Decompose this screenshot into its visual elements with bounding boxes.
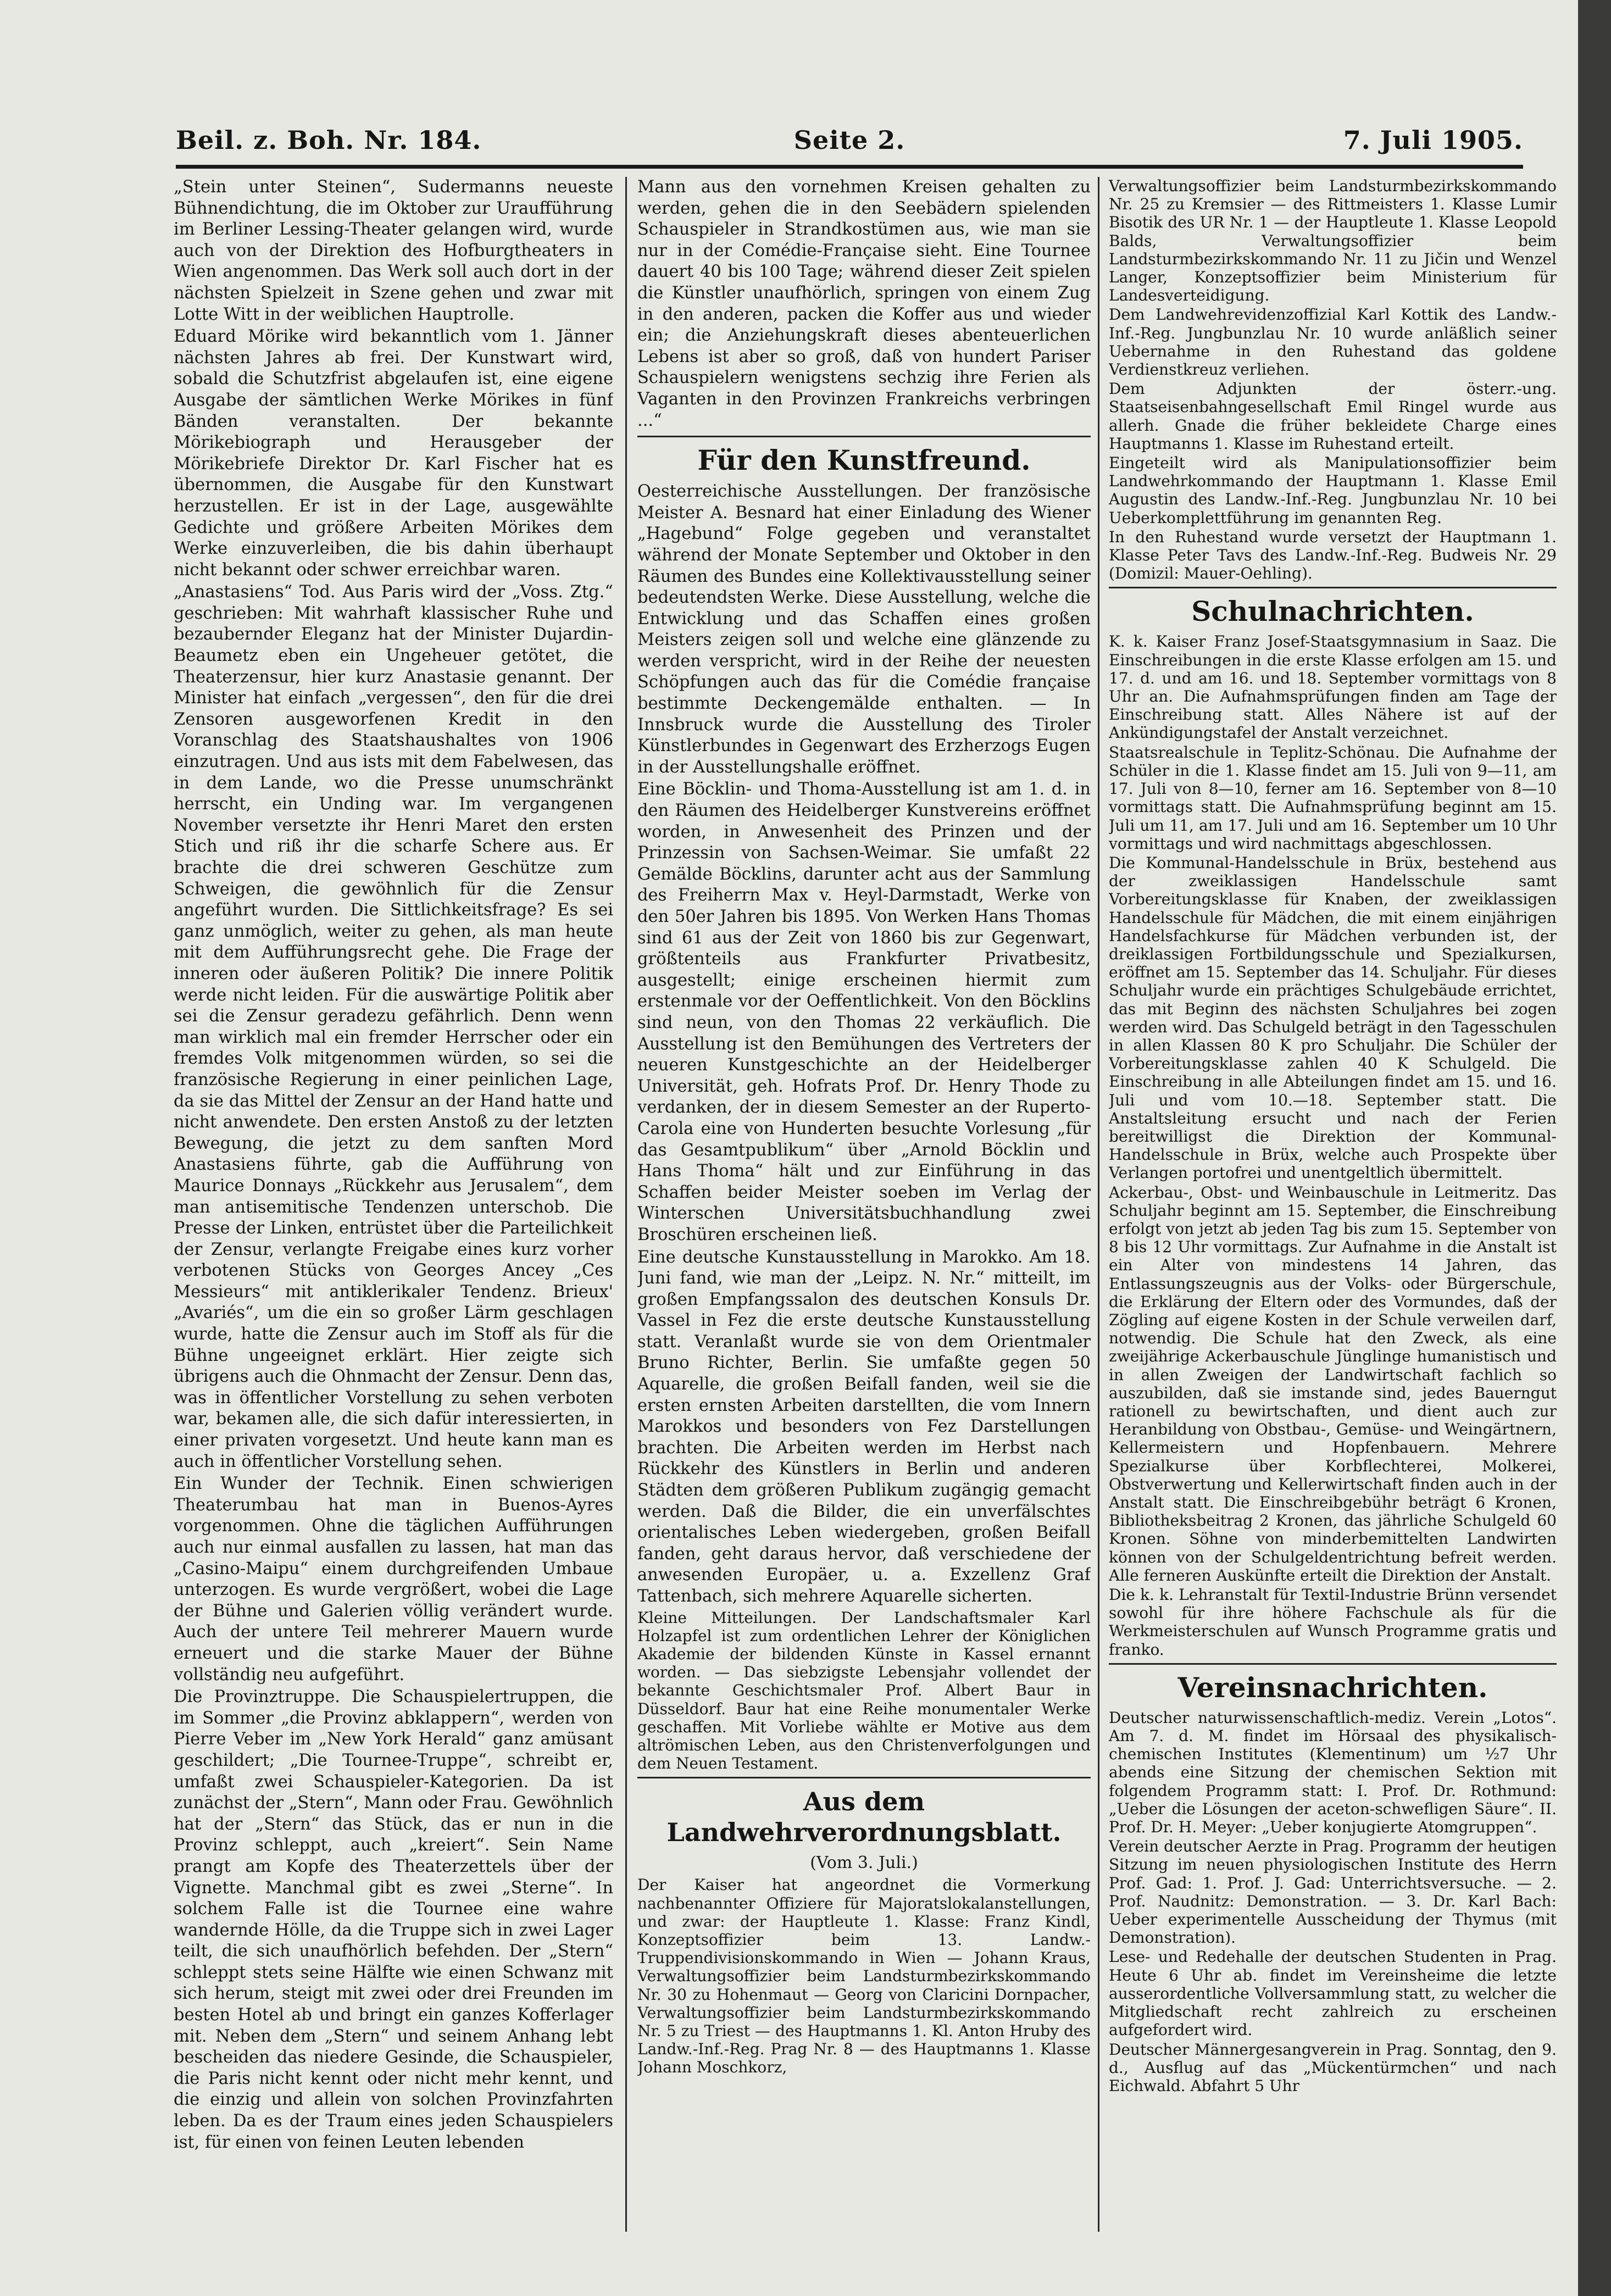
article-aerzte-prag: Verein deutscher Aerzte in Prag. Programm der heutigen Sitzung im neuen physiologischen Institute des Herrn Prof. Gad: 1. Prof. J. Gad: Unterrichtsversuche. — 2. Prof. Naudnitz: Demonstration. — 3. Dr. Karl Bach: Ueber experimentelle Ausscheidung der Thymus (mit Demonstration).	[1109, 1837, 1557, 1947]
article-textil-bruenn: Die k. k. Lehranstalt für Textil-Industrie Brünn versendet sowohl für ihre höhere Fachschule als für die Werkmeisterschulen auf Wunsch Programme gratis und franko.	[1109, 1586, 1557, 1659]
article-maennergesangverein: Deutscher Männergesangverein in Prag. Sonntag, den 9. d., Ausflug auf das „Mückentürmchen“ und nach Eichwald. Abfahrt 5 Uhr	[1109, 2040, 1557, 2095]
article-ackerbauschule-leitmeritz: Ackerbau-, Obst- und Weinbauschule in Leitmeritz. Das Schuljahr beginnt am 15. September, die Einschreibung erfolgt von jetzt ab jeden Tag bis zum 15. September von 8 bis 12 Uhr vormittags. Zur Aufnahme in die Anstalt ist ein Alter von mindestens 14 Jahren, das Entlassungszeugnis aus der Volks- oder Bürgerschule, die Erklärung der Eltern oder des Vormundes, daß der Zögling auf eigene Kosten in der Schule verweilen darf, notwendig. Die Schule hat den Zweck, als eine zweijährige Ackerbauschule Jünglinge humanistisch und in allen Zweigen der Landwirtschaft fachlich so auszubilden, daß sie imstande sind, jedes Bauerngut rationell zu bewirtschaften, und dient auch zur Heranbildung von Obstbau-, Gemüse- und Weingärtnern, Kellermeistern und Hopfenbauern. Mehrere Spezialkurse über Korbflechterei, Molkerei, Obstverwertung und Kellerwirtschaft finden auch in der Anstalt statt. Die Einschreibgebühr beträgt 6 Kronen, Bibliotheksbeitrag 2 Kronen, das jährliche Schulgeld 60 Kronen. Söhne von minderbemittelten Landwirten können von der Schulgeldentrichtung befreit werden. Alle ferneren Auskünfte erteilt die Direktion der Anstalt.	[1109, 1183, 1557, 1585]
column-divider	[625, 177, 627, 2232]
article-oesterreichische-ausstellungen: Oesterreichische Ausstellungen. Der französische Meister A. Besnard hat einer Einladung des Wiener „Hagebund“ Folge gegeben und veranstaltet während der Monate September und Oktober in den Räumen des Bundes eine Kollektivausstellung seiner bedeutendsten Werke. Diese Ausstellung, welche die Entwicklung und das Schaffen eines großen Meisters zeigen soll und welche eine glänzende zu werden verspricht, wird in der Reihe der neuesten Schöpfungen auch das für die Comédie française bestimmte Deckengemälde enthalten. — In Innsbruck wurde die Ausstellung des Tiroler Künstlerbundes in Gegenwart des Erzherzogs Eugen in der Ausstellungshalle eröffnet.	[637, 482, 1091, 777]
section-heading-kunstfreund: Für den Kunstfreund.	[697, 444, 1031, 477]
header-rule	[176, 165, 1523, 169]
article-lotos: Deutscher naturwissenschaftlich-mediz. Verein „Lotos“. Am 7. d. M. findet im Hörsaal des physikalisch-chemischen Institutes (Klementinum) um ½7 Uhr abends eine Sitzung der chemischen Sektion mit folgendem Programm statt: I. Prof. Dr. Rothmund: „Ueber die Lösungen der aceton-schwefligen Säure“. II. Prof. Dr. H. Meyer: „Ueber konjugierte Atomgruppen“.	[1109, 1708, 1557, 1837]
section-rule	[637, 436, 1091, 437]
article-augustin: Eingeteilt wird als Manipulationsoffizier beim Landwehrkommando der Hauptmann 1. Klasse Emil Augustin des Landw.-Inf.-Reg. Jungbunzlau Nr. 10 bei Ueberkomplettführung im genannten Reg.	[1109, 454, 1557, 527]
article-boecklin-thoma: Eine Böcklin- und Thoma-Ausstellung ist am 1. d. in den Räumen des Heidelberger Kunstvereins eröffnet worden, in Anwesenheit des Prinzen und der Prinzessin von Sachsen-Weimar. Sie umfaßt 22 Gemälde Böcklins, darunter acht aus der Sammlung des Freiherrn Max v. Heyl-Darmstadt, Werke von den 50er Jahren bis 1895. Von Werken Hans Thomas sind 61 aus der Zeit von 1860 bis zur Gegenwart, größtenteils aus Frankfurter Privatbesitz, ausgestellt; einige erscheinen hiermit zum erstenmale vor der Oeffentlichkeit. Von den Böcklins sind neun, von den Thomas 22 verkäuflich. Die Ausstellung ist den Bemühungen des Vertreters der neueren Kunstgeschichte an der Heidelberger Universität, geh. Hofrats Prof. Dr. Henry Thode zu verdanken, der in diesem Semester an der Ruperto-Carola eine von Hunderten besuchte Vorlesung „für das Gesamtpublikum“ über „Arnold Böcklin und Hans Thoma“ hält und zur Einführung in das Schaffen beider Meister soeben im Verlag der Winterschen Universitätsbuchhandlung zwei Broschüren erscheinen ließ.	[637, 780, 1091, 1244]
section-heading-vereinsnachrichten: Vereinsnachrichten.	[1177, 1671, 1488, 1704]
article-realschule-teplitz: Staatsrealschule in Teplitz-Schönau. Die Aufnahme der Schüler in die 1. Klasse findet am 15. Juli von 9—11, am 17. Juli von 8—10, ferner am 16. September von 8—10 vormittags statt. Die Aufnahmsprüfung beginnt am 15. Juli um 11, am 17. Juli und am 16. September um 10 Uhr vormittags und wird nachmittags abgeschlossen.	[1109, 743, 1557, 853]
article-landwehr-cont: Verwaltungsoffizier beim Landsturmbezirkskommando Nr. 25 zu Kremsier — des Rittmeisters 1. Klasse Lumir Bisotik des UR Nr. 1 — der Hauptleute 1. Klasse Leopold Balds, Verwaltungsoffizier beim Landsturmbezirkskommando Nr. 11 zu Jičin und Wenzel Langer, Konzeptsoffizier beim Ministerium für Landesverteidigung.	[1109, 177, 1557, 305]
section-date: (Vom 3. Juli.)	[810, 1853, 918, 1873]
article-kottik: Dem Landwehrevidenzoffizial Karl Kottik des Landw.-Inf.-Reg. Jungbunzlau Nr. 10 wurde anläßlich seiner Uebernahme in den Ruhestand das goldene Verdienstkreuz verliehen.	[1109, 305, 1557, 379]
column-divider	[1098, 177, 1099, 2232]
article-ringel: Dem Adjunkten der österr.-ung. Staatseisenbahngesellschaft Emil Ringel wurde aus allerh. Gnade die früher bekleidete Charge eines Hauptmanns 1. Klasse im Ruhestand erteilt.	[1109, 380, 1557, 453]
article-eduard-moerike: Eduard Mörike wird bekanntlich vom 1. Jänner nächsten Jahres ab frei. Der Kunstwart wird, sobald die Schutzfrist abgelaufen ist, eine eigene Ausgabe der sämtlichen Werke Mörikes in fünf Bänden veranstalten. Der bekannte Mörikebiograph und Herausgeber der Mörikebriefe Direktor Dr. Karl Fischer hat es übernommen, die Ausgabe für den Kunstwart herzustellen. Er ist in der Lage, ausgewählte Gedichte und größere Arbeiten Mörikes dem Werke einzuverleiben, die bis dahin überhaupt nicht bekannt oder schwer erreichbar waren.	[174, 327, 613, 580]
article-provinztruppe-cont: Mann aus den vornehmen Kreisen gehalten zu werden, gehen die in den Seebädern spielenden Schauspieler in Strandkostümen aus, wie man sie nur in der Comédie-Française sieht. Eine Tournee dauert 40 bis 100 Tage; während dieser Zeit spielen die Künstler unaufhörlich, springen von einem Zug in den anderen, packen die Koffer aus und wieder ein; die Anziehungskraft dieses abenteuerlichen Lebens ist aber so groß, daß von hundert Pariser Schauspielern wenigstens sechzig ihre Ferien als Vaganten in den Provinzen Frankreichs verbringen ...“	[637, 177, 1091, 430]
article-tavs: In den Ruhestand wurde versetzt der Hauptmann 1. Klasse Peter Tavs des Landw.-Inf.-Reg. Budweis Nr. 29 (Domizil: Mauer-Oehling).	[1109, 527, 1557, 583]
article-landwehr-vormerkung: Der Kaiser hat angeordnet die Vormerkung nachbenannter Offiziere für Majoratslokalanstellungen, und zwar: der Hauptleute 1. Klasse: Franz Kindl, Konzeptsoffizier beim 13. Landw.-Truppendivisionskommando in Wien — Johann Kraus, Verwaltungsoffizier beim Landsturmbezirkskommando Nr. 30 zu Hohenmaut — Georg von Claricini Dornpacher, Verwaltungsoffizier beim Landsturmbezirkskommando Nr. 5 zu Triest — des Hauptmanns 1. Kl. Anton Hruby des Landw.-Inf.-Reg. Prag Nr. 8 — des Hauptmanns 1. Klasse Johann Moschkorz,	[637, 1876, 1091, 2077]
section-rule	[637, 1777, 1091, 1778]
column-right	[1109, 177, 1557, 2259]
column-left	[174, 177, 613, 2259]
article-gymnasium-saaz: K. k. Kaiser Franz Josef-Staatsgymnasium in Saaz. Die Einschreibungen in die erste Klasse erfolgen am 15. und 17. d. und am 16. und 18. September vormittags von 8 Uhr an. Die Aufnahmsprüfungen finden am Tage der Einschreibung statt. Alles Nähere ist auf der Ankündigungstafel der Anstalt verzeichnet.	[1109, 632, 1557, 742]
issue-date: 7. Juli 1905.	[1343, 125, 1523, 155]
article-stein-unter-steinen: „Stein unter Steinen“, Sudermanns neueste Bühnendichtung, die im Oktober zur Uraufführung im Berliner Lessing-Theater gelangen wird, wurde auch von der Direktion des Hofburgtheaters in Wien angenommen. Das Werk soll auch dort in der nächsten Spielzeit in Szene gehen und zwar mit Lotte Witt in der weiblichen Hauptrolle.	[174, 177, 613, 324]
article-wunder-der-technik: Ein Wunder der Technik. Einen schwierigen Theaterumbau hat man in Buenos-Ayres vorgenommen. Ohne die täglichen Aufführungen auch nur einmal ausfallen zu lassen, hat man das „Casino-Maipu“ einem durchgreifenden Umbaue unterzogen. Es wurde vergrößert, wobei die Lage der Bühne und Galerien völlig verändert wurde. Auch der untere Teil mehrerer Mauern wurde erneuert und die starke Mauer der Bühne vollständig neu aufgeführt.	[174, 1474, 613, 1685]
issue-label: Beil. z. Boh. Nr. 184.	[176, 125, 482, 155]
section-rule	[1109, 587, 1557, 588]
article-handelsschule-bruex: Die Kommunal-Handelsschule in Brüx, bestehend aus der zweiklassigen Handelsschule samt Vorbereitungsklasse für Knaben, der zweiklassigen Handelsschule für Mädchen, die mit einem einjährigen Handelsfachkurse für Mädchen verbunden ist, der dreiklassigen Fortbildungsschule und Spezialkursen, eröffnet am 15. September das 14. Schuljahr. Für dieses Schuljahr wurde ein prächtiges Schulgebäude errichtet, das mit Beginn des nächsten Schuljahres bei zogen werden wird. Das Schulgeld beträgt in den Tagesschulen in allen Klassen 80 K pro Schuljahr. Die Schüler der Vorbereitungsklasse zahlen 40 K Schulgeld. Die Einschreibung in alle Abteilungen findet am 15. und 16. Juli und vom 10.—18. September statt. Die Anstaltsleitung ersucht und nach der Ferien bereitwilligst die Direktion der Kommunal-Handelsschule in Brüx, welche auch Prospekte über Verlangen portofrei und unentgeltlich übermittelt.	[1109, 853, 1557, 1182]
article-kleine-mitteilungen: Kleine Mitteilungen. Der Landschaftsmaler Karl Holzapfel ist zum ordentlichen Lehrer der Königlichen Akademie der bildenden Künste in Kassel ernannt worden. — Das siebzigste Lebensjahr vollendet der bekannte Geschichtsmaler Prof. Albert Baur in Düsseldorf. Baur hat eine Reihe monumentaler Werke geschaffen. Mit Vorliebe wählte er Motive aus dem altrömischen Leben, aus den Christenverfolgungen und dem Neuen Testament.	[637, 1608, 1091, 1773]
article-provinztruppe: Die Provinztruppe. Die Schauspielertruppen, die im Sommer „die Provinz abklappern“, werden von Pierre Veber im „New York Herald“ ganz amüsant geschildert; „Die Tournee-Truppe“, schreibt er, umfaßt zwei Schauspieler-Kategorien. Da ist zunächst der „Stern“, Mann oder Frau. Gewöhnlich hat der „Stern“ das Stück, das er nun in die Provinz schleppt, auch „kreiert“. Sein Name prangt am Kopfe des Theaterzettels über der Vignette. Manchmal gibt es zwei „Sterne“. In solchem Falle ist die Tournee eine wahre wandernde Hölle, da die Truppe sich in zwei Lager teilt, die sich unaufhörlich befehden. Der „Stern“ schleppt stets seine Hälfte wie einen Schwanz mit sich herum, steigt mit zwei oder drei Freunden im besten Hotel ab und bringt ein ganzes Kofferlager mit. Neben dem „Stern“ und seinem Anhang lebt bescheiden das niedere Gesinde, die Schauspieler, die Paris nicht kennt oder nicht mehr kennt, und die einzig und allein von solchen Provinzfahrten leben. Da es der Traum eines jeden Schauspielers ist, für einen von feinen Leuten lebenden	[174, 1687, 613, 2152]
article-anastasiens-tod: „Anastasiens“ Tod. Aus Paris wird der „Voss. Ztg.“ geschrieben: Mit wahrhaft klassischer Ruhe und bezaubernder Eleganz hat der Minister Dujardin-Beaumetz eben ein Ungeheuer getötet, die Theaterzensur, hier kurz Anastasie genannt. Der Minister hat einfach „vergessen“, den für die drei Zensoren ausgeworfenen Kredit in den Voranschlag des Staatshaushaltes von 1906 einzutragen. Und aus ists mit dem Fabelwesen, das in dem Lande, wo die Presse unumschränkt herrscht, ein Unding war. Im vergangenen November versetzte ihr Henri Maret den ersten Stich und riß ihr die scharfe Schere aus. Er brachte die drei schweren Geschütze zum Schweigen, die gewöhnlich für die Zensur angeführt wurden. Die Sittlichkeitsfrage? Es sei ganz unmöglich, weiter zu gehen, als man heute mit dem Aufführungsrecht gehe. Die Frage der inneren oder äußeren Politik? Die innere Politik werde nicht leiden. Für die auswärtige Politik aber sei die Zensur geradezu gefährlich. Denn wenn man wirklich mal ein fremder Herrscher oder ein fremdes Volk mitgenommen würden, so sei die französische Regierung in einer peinlichen Lage, da sie das Mittel der Zensur an der Hand hatte und nicht anwendete. Den ersten Anstoß zu der letzten Bewegung, die jetzt zu dem sanften Mord Anastasiens führte, gab die Aufführung von Maurice Donnays „Rückkehr aus Jerusalem“, dem man antisemitische Tendenzen unterschob. Die Presse der Linken, entrüstet über die Parteilichkeit der Zensur, verlangte Freigabe eines kurz vorher verbotenen Stücks von Georges Ancey „Ces Messieurs“ mit antiklerikaler Tendenz. Brieux' „Avariés“, um die ein so großer Lärm geschlagen wurde, hatte die Zensur auch im Stoff als für die Bühne ungeeignet erklärt. Hier zeigte sich übrigens auch die Ohnmacht der Zensur. Denn das, was in öffentlicher Vorstellung zu sehen verboten war, bekamen alle, die sich dafür interessierten, in einer privaten vorgesetzt. Und heute kann man es auch in öffentlicher Vorstellung sehen.	[174, 582, 613, 1471]
scan-edge	[1578, 0, 1611, 2296]
page-header	[176, 125, 1523, 164]
article-lesehalle: Lese- und Redehalle der deutschen Studenten in Prag. Heute 6 Uhr ab. findet im Vereinsheime die letzte ausserordentliche Vollversammlung statt, zu welcher die Mitgliedschaft recht zahlreich zu erscheinen aufgefordert wird.	[1109, 1948, 1557, 2039]
section-heading-landwehr: Aus dem Landwehrverordnungsblatt.	[666, 1787, 1062, 1848]
page-number: Seite 2.	[793, 125, 906, 155]
section-rule	[1109, 1663, 1557, 1665]
article-kunstausstellung-marokko: Eine deutsche Kunstausstellung in Marokko. Am 18. Juni fand, wie man der „Leipz. N. Nr.“ mitteilt, im großen Empfangssalon des deutschen Konsuls Dr. Vassel in Fez die erste deutsche Kunstausstellung statt. Veranlaßt wurde sie von dem Orientmaler Bruno Richter, Berlin. Sie umfaßte gegen 50 Aquarelle, die großen Beifall fanden, weil sie die ersten ernsten Arbeiten darstellten, die vom Innern Marokkos und besonders von Fez Darstellungen brachten. Die Arbeiten werden im Herbst nach Rückkehr des Künstlers in Berlin und anderen Städten dem größeren Publikum zugängig gemacht werden. Daß die Bilder, die ein unverfälschtes orientalisches Leben wiedergeben, großen Beifall fanden, geht daraus hervor, daß verschiedene der anwesenden Europäer, u. a. Exzellenz Graf Tattenbach, sich mehrere Aquarelle sicherten.	[637, 1247, 1091, 1606]
section-heading-schulnachrichten: Schulnachrichten.	[1191, 595, 1474, 628]
column-middle	[637, 177, 1091, 2259]
